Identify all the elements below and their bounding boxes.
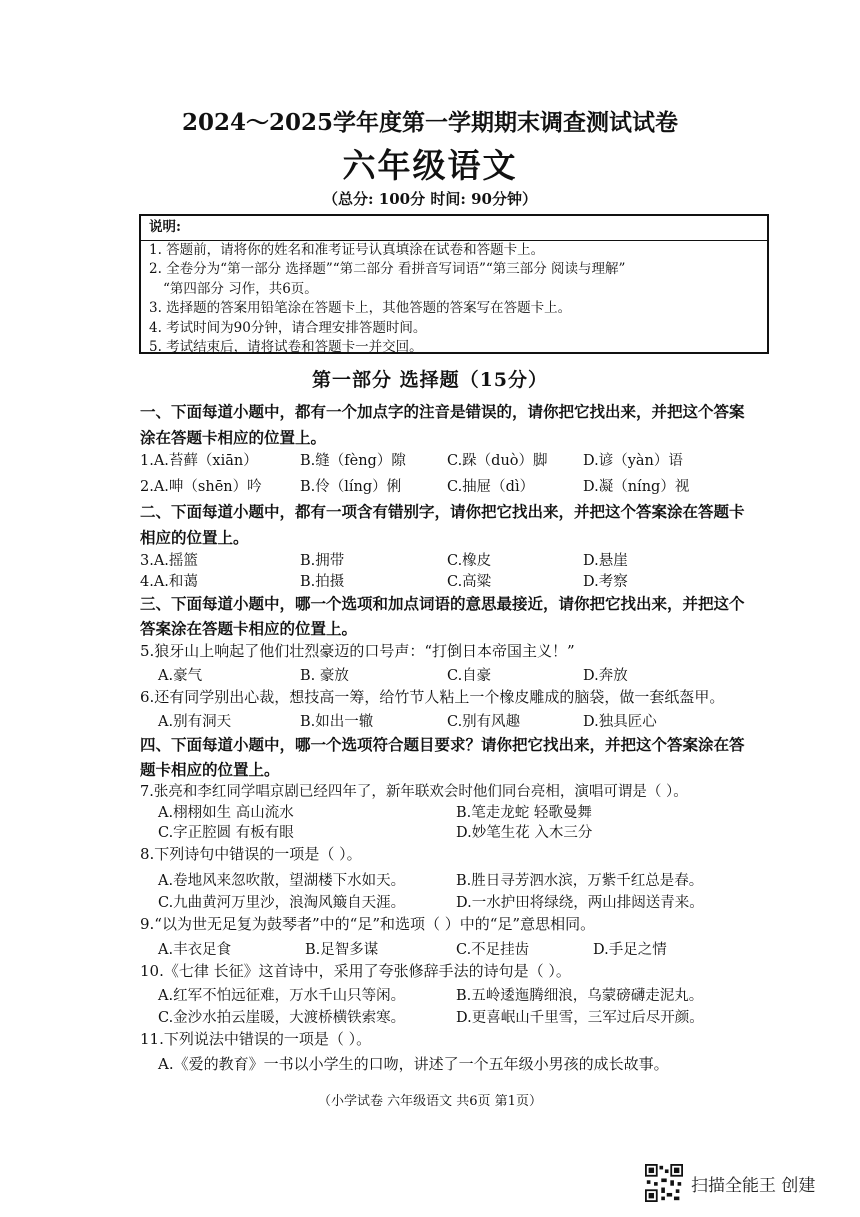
q9-option-d: D.手足之情: [593, 942, 667, 958]
q4-option-c: C.高粱: [447, 574, 492, 590]
q10-option-a: A.红军不怕远征难，万水千山只等闲。: [158, 988, 406, 1004]
part4-instruction: 四、下面每道小题中，哪一个选项符合题目要求？请你把它找出来，并把这个答案涂在答: [140, 735, 745, 754]
instruction-item: 2. 全卷分为“第一部分 选择题”“第二部分 看拼音写词语”“第三部分 阅读与理解”: [149, 261, 626, 277]
q10-option-d: D.更喜岷山千里雪，三军过后尽开颜。: [456, 1010, 704, 1026]
q2-option-b: B.伶（líng）俐: [300, 479, 402, 495]
q8-option-d: D.一水护田将绿绕，两山排闼送青来。: [456, 895, 704, 911]
q8-option-c: C.九曲黄河万里沙，浪淘风簸自天涯。: [158, 895, 406, 911]
instruction-item: “第四部分 习作，共6页。: [163, 280, 318, 297]
q3-option-c: C.橡皮: [447, 553, 492, 569]
q8-stem: 8.下列诗句中错误的一项是（ ）。: [140, 845, 362, 863]
q5-option-c: C.自豪: [447, 668, 492, 684]
q10-option-b: B.五岭逶迤腾细浪，乌蒙磅礴走泥丸。: [456, 988, 704, 1004]
section-title: 第一部分 选择题（15分）: [311, 369, 549, 391]
q1-option-c: C.跺（duò）脚: [447, 453, 548, 469]
instruction-item: 4. 考试时间为90分钟，请合理安排答题时间。: [149, 319, 427, 336]
q2-option-a: 2.A.呻（shēn）吟: [140, 479, 262, 495]
q2-option-c: C.抽屉（dì）: [447, 479, 535, 495]
q9-option-a: A.丰衣足食: [158, 942, 232, 958]
q6-option-a: A.别有洞天: [158, 714, 232, 730]
q11-option-a: A.《爱的教育》一书以小学生的口吻，讲述了一个五年级小男孩的成长故事。: [158, 1055, 669, 1073]
q2-option-d: D.凝（níng）视: [583, 479, 690, 495]
q7-option-d: D.妙笔生花 入木三分: [456, 825, 593, 841]
page-footer: （小学试卷 六年级语文 共6页 第1页）: [318, 1094, 542, 1109]
q11-stem: 11.下列说法中错误的一项是（ ）。: [140, 1030, 372, 1048]
q7-option-b: B.笔走龙蛇 轻歌曼舞: [456, 805, 592, 821]
scanner-watermark: [645, 1163, 845, 1203]
q5-option-b: B. 豪放: [300, 668, 349, 684]
q6-stem: 6.还有同学别出心裁，想技高一筹，给竹节人粘上一个橡皮雕成的脑袋，做一套纸盔甲。: [140, 688, 725, 706]
q5-option-a: A.豪气: [158, 668, 203, 684]
instruction-item: 5. 考试结束后，请将试卷和答题卡一并交回。: [149, 339, 423, 355]
q1-option-a: 1.A.苔藓（xiān）: [140, 453, 258, 469]
part3-instruction: 三、下面每道小题中，哪一个选项和加点词语的意思最接近，请你把它找出来，并把这个: [140, 594, 745, 613]
q7-option-c: C.字正腔圆 有板有眼: [158, 825, 294, 841]
q4-option-b: B.拍摄: [300, 574, 345, 590]
q5-stem: 5.狼牙山上响起了他们壮烈豪迈的口号声：“打倒日本帝国主义！”: [140, 642, 575, 660]
part4-instruction-cont: 题卡相应的位置上。: [140, 760, 280, 779]
instructions-box: [139, 214, 769, 354]
instruction-item: 3. 选择题的答案用铅笔涂在答题卡上，其他答题的答案写在答题卡上。: [149, 300, 572, 316]
q9-option-c: C.不足挂齿: [456, 942, 530, 958]
q3-option-b: B.拥带: [300, 553, 345, 569]
part1-instruction-cont: 涂在答题卡相应的位置上。: [140, 428, 327, 447]
part2-instruction: 二、下面每道小题中，都有一项含有错别字，请你把它找出来，并把这个答案涂在答题卡: [140, 502, 745, 521]
part2-instruction-cont: 相应的位置上。: [140, 528, 249, 547]
q7-option-a: A.栩栩如生 高山流水: [158, 805, 294, 821]
part1-instruction: 一、下面每道小题中，都有一个加点字的注音是错误的，请你把它找出来，并把这个答案: [140, 402, 745, 421]
q5-option-d: D.奔放: [583, 668, 628, 684]
q6-option-c: C.别有风趣: [447, 714, 521, 730]
part3-instruction-cont: 答案涂在答题卡相应的位置上。: [140, 619, 358, 638]
subject-title: 六年级语文: [342, 146, 518, 185]
q4-option-d: D.考察: [583, 574, 628, 590]
q9-stem: 9.“以为世无足复为鼓琴者”中的“足”和选项（ ）中的“足”意思相同。: [140, 915, 596, 933]
watermark-text: 扫描全能王 创建: [691, 1175, 816, 1196]
q8-option-b: B.胜日寻芳泗水滨，万紫千红总是春。: [456, 873, 704, 889]
q1-option-b: B.缝（fèng）隙: [300, 453, 406, 469]
exam-title: 2024～2025学年度第一学期期末调查测试试卷: [181, 109, 679, 136]
q6-option-b: B.如出一辙: [300, 714, 374, 730]
q6-option-d: D.独具匠心: [583, 714, 657, 730]
q10-stem: 10.《七律 长征》这首诗中，采用了夸张修辞手法的诗句是（ ）。: [140, 962, 571, 980]
q7-stem: 7.张亮和李红同学唱京剧已经四年了，新年联欢会时他们同台亮相，演唱可谓是（ ）。: [140, 784, 688, 800]
instruction-item: 1. 答题前，请将你的姓名和准考证号认真填涂在试卷和答题卡上。: [149, 241, 545, 258]
qr-code-icon: [645, 1164, 683, 1202]
q10-option-c: C.金沙水拍云崖暖，大渡桥横铁索寒。: [158, 1010, 406, 1026]
q3-option-d: D.悬崖: [583, 553, 628, 569]
q3-option-a: 3.A.摇篮: [140, 553, 198, 569]
q4-option-a: 4.A.和蔼: [140, 574, 198, 590]
q1-option-d: D.谚（yàn）语: [583, 453, 683, 469]
instructions-heading: 说明:: [149, 219, 181, 235]
q9-option-b: B.足智多谋: [305, 942, 379, 958]
q8-option-a: A.卷地风来忽吹散，望湖楼下水如天。: [158, 873, 406, 889]
score-time: （总分: 100分 时间: 90分钟）: [323, 190, 537, 208]
